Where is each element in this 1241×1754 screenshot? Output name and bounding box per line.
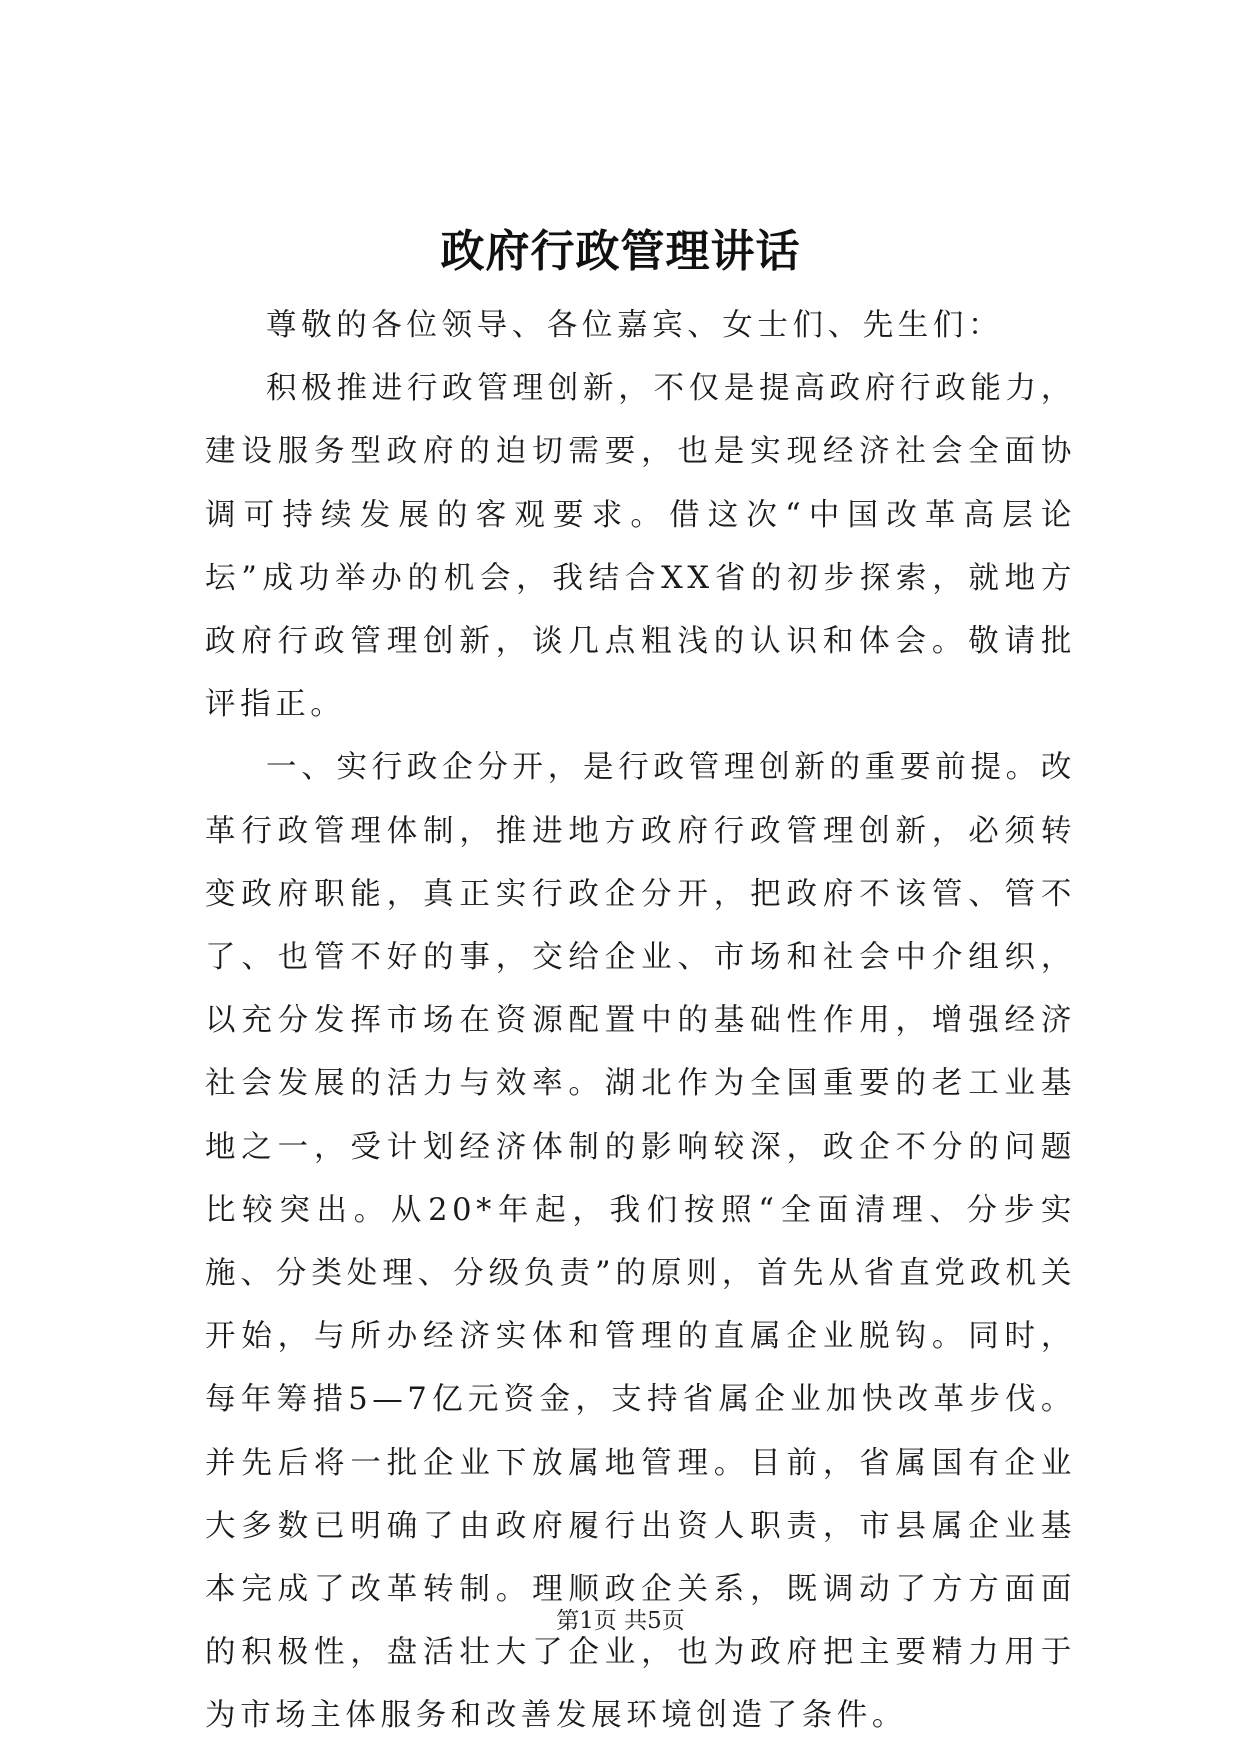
intro-paragraph: 积极推进行政管理创新，不仅是提高政府行政能力，建设服务型政府的迫切需要，也是实现经济社会全面协调可持续发展的客观要求。借这次“中国改革高层论坛”成功举办的机会，我结合XX省的初步探索，就地方政府行政管理创新，谈几点粗浅的认识和体会。敬请批评指正。: [205, 371, 1076, 723]
section-one-paragraph: 一、实行政企分开，是行政管理创新的重要前提。改革行政管理体制，推进地方政府行政管理创新，必须转变政府职能，真正实行政企分开，把政府不该管、管不了、也管不好的事，交给企业、市场和社会中介组织，以充分发挥市场在资源配置中的基础性作用，增强经济社会发展的活力与效率。湖北作为全国重要的老工业基地之一，受计划经济体制的影响较深，政企不分的问题比较突出。从20*年起，我们按照“全面清理、分步实施、分类处理、分级负责”的原则，首先从省直党政机关开始，与所办经济实体和管理的直属企业脱钩。同时，每年筹措5—7亿元资金，支持省属企业加快改革步伐。并先后将一批企业下放属地管理。目前，省属国有企业大多数已明确了由政府履行出资人职责，市县属企业基本完成了改革转制。理顺政企关系，既调动了方方面面的积极性，盘活壮大了企业，也为政府把主要精力用于为市场主体服务和改善发展环境创造了条件。: [205, 750, 1076, 1734]
page-number-footer: 第1页 共5页: [556, 1608, 685, 1634]
salutation-paragraph: 尊敬的各位领导、各位嘉宾、女士们、先生们：: [266, 308, 1004, 343]
document-body: [205, 294, 1076, 1748]
document-title: 政府行政管理讲话: [440, 226, 801, 277]
